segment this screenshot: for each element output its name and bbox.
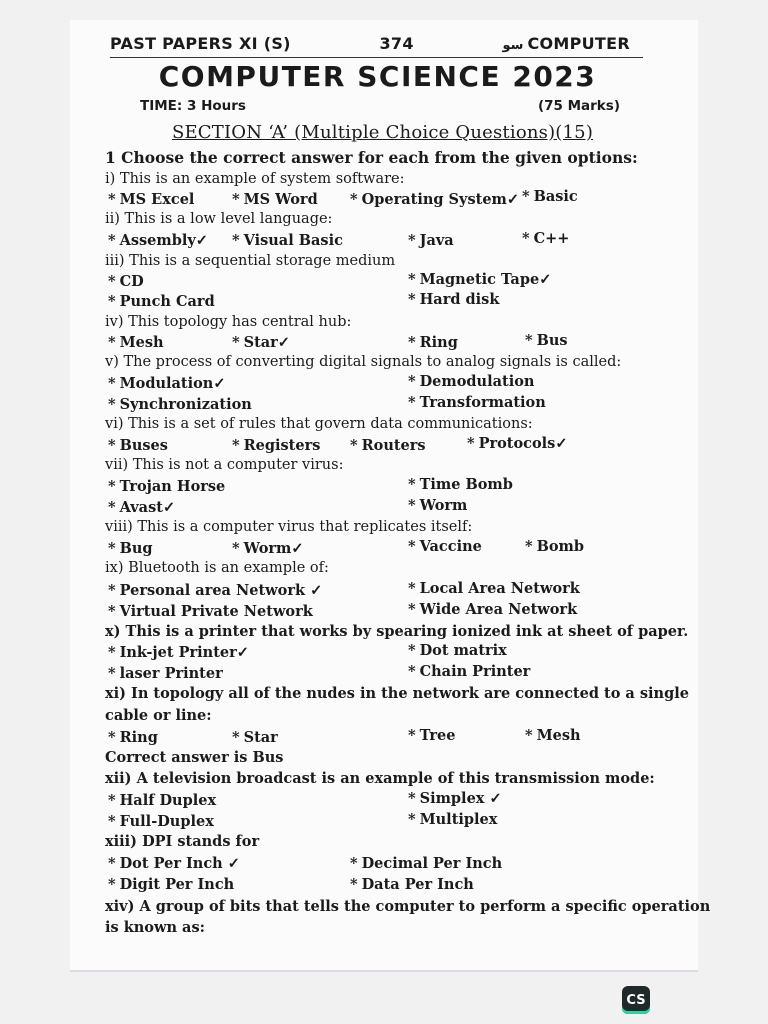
page-title: COMPUTER SCIENCE 2023 bbox=[158, 60, 597, 93]
option: * Virtual Private Network bbox=[108, 603, 313, 620]
question-14-continued: is known as: bbox=[105, 919, 205, 936]
option: * laser Printer bbox=[108, 665, 223, 682]
option: * Bug bbox=[108, 540, 153, 557]
time-marks-line bbox=[140, 98, 620, 114]
option: * Data Per Inch bbox=[350, 876, 474, 893]
option: * Bus bbox=[525, 332, 568, 349]
option: * Tree bbox=[408, 727, 456, 744]
question-1: i) This is an example of system software: bbox=[105, 171, 405, 187]
camscanner-logo: CS bbox=[622, 986, 650, 1014]
option: * CD bbox=[108, 273, 144, 290]
option: * Mesh bbox=[525, 727, 581, 744]
page-number: 374 bbox=[379, 34, 414, 53]
running-header bbox=[110, 34, 630, 53]
option: * Wide Area Network bbox=[408, 601, 578, 618]
question-4: iv) This topology has central hub: bbox=[105, 314, 352, 330]
question-12: xii) A television broadcast is an example of this transmission mode: bbox=[105, 770, 655, 787]
option: * Dot Per Inch ✓ bbox=[108, 855, 240, 872]
question-13: xiii) DPI stands for bbox=[105, 833, 260, 850]
option: * Assembly✓ bbox=[108, 232, 208, 249]
option: * Modulation✓ bbox=[108, 375, 226, 392]
option: * Digit Per Inch bbox=[108, 876, 235, 893]
option: * Trojan Horse bbox=[108, 478, 226, 495]
option: * Synchronization bbox=[108, 396, 252, 413]
option: * Mesh bbox=[108, 334, 164, 351]
option: * Transformation bbox=[408, 394, 546, 411]
question-11-continued: cable or line: bbox=[105, 707, 212, 724]
question-2: ii) This is a low level language: bbox=[105, 211, 333, 227]
header-right bbox=[503, 34, 631, 53]
option: * Demodulation bbox=[408, 373, 535, 390]
option: * Dot matrix bbox=[408, 642, 507, 659]
answer-note: Correct answer is Bus bbox=[105, 749, 284, 766]
option: * Registers bbox=[232, 437, 321, 454]
option: * Avast✓ bbox=[108, 499, 176, 516]
option: * Local Area Network bbox=[408, 580, 580, 597]
option: * Buses bbox=[108, 437, 168, 454]
option: * Routers bbox=[350, 437, 426, 454]
option: * Bomb bbox=[525, 538, 585, 555]
question-5: v) The process of converting digital signals to analog signals is called: bbox=[105, 354, 622, 370]
option: * Personal area Network ✓ bbox=[108, 582, 323, 599]
option: * Protocols✓ bbox=[467, 435, 568, 452]
question-10: x) This is a printer that works by spearing ionized ink at sheet of paper. bbox=[105, 623, 689, 640]
option: * Decimal Per Inch bbox=[350, 855, 503, 872]
header-urdu: سو bbox=[502, 38, 524, 53]
instruction: 1 Choose the correct answer for each from the given options: bbox=[105, 148, 638, 167]
option: * Ring bbox=[408, 334, 458, 351]
option: * C++ bbox=[522, 230, 570, 247]
question-8: viii) This is a computer virus that replicates itself: bbox=[105, 519, 473, 535]
option: * Worm✓ bbox=[232, 540, 304, 557]
option: * MS Word bbox=[232, 191, 318, 208]
option: * Ring bbox=[108, 729, 158, 746]
option: * Half Duplex bbox=[108, 792, 217, 809]
exam-page bbox=[70, 20, 711, 972]
option: * Star✓ bbox=[232, 334, 290, 351]
option: * Operating System✓ bbox=[350, 191, 520, 208]
header-divider bbox=[110, 57, 643, 58]
option: * Basic bbox=[522, 188, 578, 205]
option: * Star bbox=[232, 729, 278, 746]
question-9: ix) Bluetooth is an example of: bbox=[105, 560, 329, 576]
header-left: PAST PAPERS XI (S) bbox=[110, 34, 291, 53]
option: * Worm bbox=[408, 497, 468, 514]
option: * Ink-jet Printer✓ bbox=[108, 644, 249, 661]
question-11: xi) In topology all of the nudes in the network are connected to a single bbox=[105, 685, 689, 702]
option: * MS Excel bbox=[108, 191, 195, 208]
header-subject: COMPUTER bbox=[527, 34, 630, 53]
question-6: vi) This is a set of rules that govern data communications: bbox=[105, 416, 533, 432]
option: * Java bbox=[408, 232, 454, 249]
option: * Full-Duplex bbox=[108, 813, 214, 830]
option: * Punch Card bbox=[108, 293, 215, 310]
section-title: SECTION ‘A’ (Multiple Choice Questions)(15) bbox=[171, 122, 594, 143]
option: * Multiplex bbox=[408, 811, 498, 828]
marks-label: (75 Marks) bbox=[537, 98, 620, 114]
question-3: iii) This is a sequential storage medium bbox=[105, 253, 396, 269]
option: * Time Bomb bbox=[408, 476, 513, 493]
option: * Visual Basic bbox=[232, 232, 343, 249]
option: * Chain Printer bbox=[408, 663, 531, 680]
time-label: TIME: 3 Hours bbox=[140, 98, 246, 114]
option: * Simplex ✓ bbox=[408, 790, 502, 807]
option: * Magnetic Tape✓ bbox=[408, 271, 552, 288]
option: * Hard disk bbox=[408, 291, 500, 308]
question-7: vii) This is not a computer virus: bbox=[105, 457, 344, 473]
question-14: xiv) A group of bits that tells the computer to perform a specific operation bbox=[105, 898, 711, 915]
option: * Vaccine bbox=[408, 538, 482, 555]
